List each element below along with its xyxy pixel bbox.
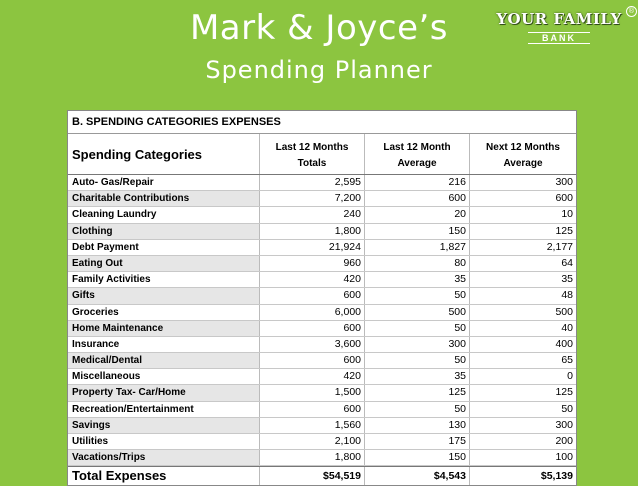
table-row <box>68 224 576 240</box>
page-title: Mark & Joyce’s <box>189 8 449 48</box>
row-last12-total: 3,600 <box>260 337 365 352</box>
row-last12-total: 2,595 <box>260 175 365 190</box>
table-row <box>68 385 576 401</box>
row-last12-average: 50 <box>365 353 470 368</box>
row-category: Property Tax- Car/Home <box>68 385 260 400</box>
row-last12-average: 150 <box>365 450 470 465</box>
table-row <box>68 402 576 418</box>
row-last12-total: 7,200 <box>260 191 365 206</box>
table-row <box>68 288 576 304</box>
table-row <box>68 321 576 337</box>
header-last12-average-line1: Last 12 Month <box>383 142 451 153</box>
header-category: Spending Categories <box>68 134 260 174</box>
row-next12-average: 300 <box>555 418 573 431</box>
row-next12-average: 0 <box>567 370 573 383</box>
row-last12-total: 1,800 <box>260 224 365 239</box>
row-next12-average: 50 <box>561 402 573 415</box>
row-next12-average: 125 <box>555 224 573 237</box>
table-row <box>68 353 576 369</box>
row-category: Recreation/Entertainment <box>68 402 260 417</box>
row-last12-average: 500 <box>365 305 470 320</box>
row-category: Savings <box>68 418 260 433</box>
table-row <box>68 305 576 321</box>
table-row <box>68 175 576 191</box>
row-last12-total: 600 <box>260 321 365 336</box>
row-category: Vacations/Trips <box>68 450 260 465</box>
row-last12-average: 300 <box>365 337 470 352</box>
row-next12-average: 2,177 <box>546 240 573 253</box>
header-next12-average <box>470 134 576 174</box>
total-row <box>68 466 576 485</box>
row-next12-average: 100 <box>555 451 573 464</box>
row-last12-average: 175 <box>365 434 470 449</box>
table-row <box>68 207 576 223</box>
row-last12-total: 21,924 <box>260 240 365 255</box>
row-next12-average: 400 <box>555 337 573 350</box>
row-next12-average: 10 <box>561 208 573 221</box>
row-last12-total: 420 <box>260 272 365 287</box>
row-next12-average: 300 <box>555 176 573 188</box>
logo-text-top: YOUR FAMILY <box>496 10 622 28</box>
section-title: B. SPENDING CATEGORIES EXPENSES <box>68 111 576 134</box>
row-last12-average: 130 <box>365 418 470 433</box>
row-last12-average: 35 <box>365 272 470 287</box>
row-next12-average: 600 <box>555 192 573 205</box>
header-last12-average <box>365 134 470 174</box>
row-category: Family Activities <box>68 272 260 287</box>
row-last12-average: 20 <box>365 207 470 222</box>
row-last12-average: 1,827 <box>365 240 470 255</box>
table-body <box>68 175 576 466</box>
table-row <box>68 256 576 272</box>
table-row <box>68 434 576 450</box>
page-subtitle: Spending Planner <box>205 56 433 84</box>
row-last12-total: 420 <box>260 369 365 384</box>
row-last12-total: 600 <box>260 353 365 368</box>
row-category: Utilities <box>68 434 260 449</box>
header-next12-average-line1: Next 12 Months <box>486 142 560 153</box>
row-last12-average: 600 <box>365 191 470 206</box>
row-last12-total: 960 <box>260 256 365 271</box>
row-last12-total: 6,000 <box>260 305 365 320</box>
table-row <box>68 191 576 207</box>
row-category: Gifts <box>68 288 260 303</box>
row-last12-average: 50 <box>365 402 470 417</box>
row-category: Medical/Dental <box>68 353 260 368</box>
row-category: Debt Payment <box>68 240 260 255</box>
row-last12-total: 240 <box>260 207 365 222</box>
row-last12-total: 600 <box>260 288 365 303</box>
table-row <box>68 450 576 466</box>
row-last12-total: 2,100 <box>260 434 365 449</box>
row-last12-average: 150 <box>365 224 470 239</box>
row-last12-total: 1,500 <box>260 385 365 400</box>
spending-table <box>67 110 577 486</box>
row-last12-total: 1,800 <box>260 450 365 465</box>
row-last12-average: 216 <box>365 175 470 190</box>
row-category: Auto- Gas/Repair <box>68 175 260 190</box>
header-last12-average-line2: Average <box>397 158 437 169</box>
table-row <box>68 337 576 353</box>
total-label: Total Expenses <box>68 467 260 485</box>
row-last12-average: 35 <box>365 369 470 384</box>
table-row <box>68 272 576 288</box>
row-last12-total: 1,560 <box>260 418 365 433</box>
header-last12-totals-line2: Totals <box>297 158 327 169</box>
table-row <box>68 369 576 385</box>
total-next12-average: $5,139 <box>540 470 573 483</box>
row-last12-average: 50 <box>365 288 470 303</box>
row-next12-average: 35 <box>561 273 573 286</box>
row-next12-average: 500 <box>555 305 573 318</box>
row-category: Cleaning Laundry <box>68 207 260 222</box>
row-category: Groceries <box>68 305 260 320</box>
row-last12-total: 600 <box>260 402 365 417</box>
registered-mark-icon: ® <box>626 6 637 17</box>
row-next12-average: 64 <box>561 256 573 269</box>
row-category: Clothing <box>68 224 260 239</box>
row-next12-average: 200 <box>555 435 573 447</box>
row-category: Insurance <box>68 337 260 352</box>
row-next12-average: 48 <box>561 289 573 302</box>
row-next12-average: 65 <box>561 354 573 367</box>
row-category: Home Maintenance <box>68 321 260 336</box>
logo-text-bottom: BANK <box>528 32 590 44</box>
row-last12-average: 50 <box>365 321 470 336</box>
row-category: Eating Out <box>68 256 260 271</box>
row-next12-average: 40 <box>561 321 573 334</box>
row-category: Charitable Contributions <box>68 191 260 206</box>
header-last12-totals <box>260 134 365 174</box>
row-last12-average: 125 <box>365 385 470 400</box>
table-row <box>68 418 576 434</box>
row-category: Miscellaneous <box>68 369 260 384</box>
total-last12-average: $4,543 <box>365 467 470 485</box>
total-last12-totals: $54,519 <box>260 467 365 485</box>
table-row <box>68 240 576 256</box>
header-last12-totals-line1: Last 12 Months <box>275 142 349 153</box>
row-last12-average: 80 <box>365 256 470 271</box>
header-next12-average-line2: Average <box>503 158 543 169</box>
row-next12-average: 125 <box>555 386 573 399</box>
bank-logo <box>496 10 622 44</box>
table-header <box>68 134 576 175</box>
